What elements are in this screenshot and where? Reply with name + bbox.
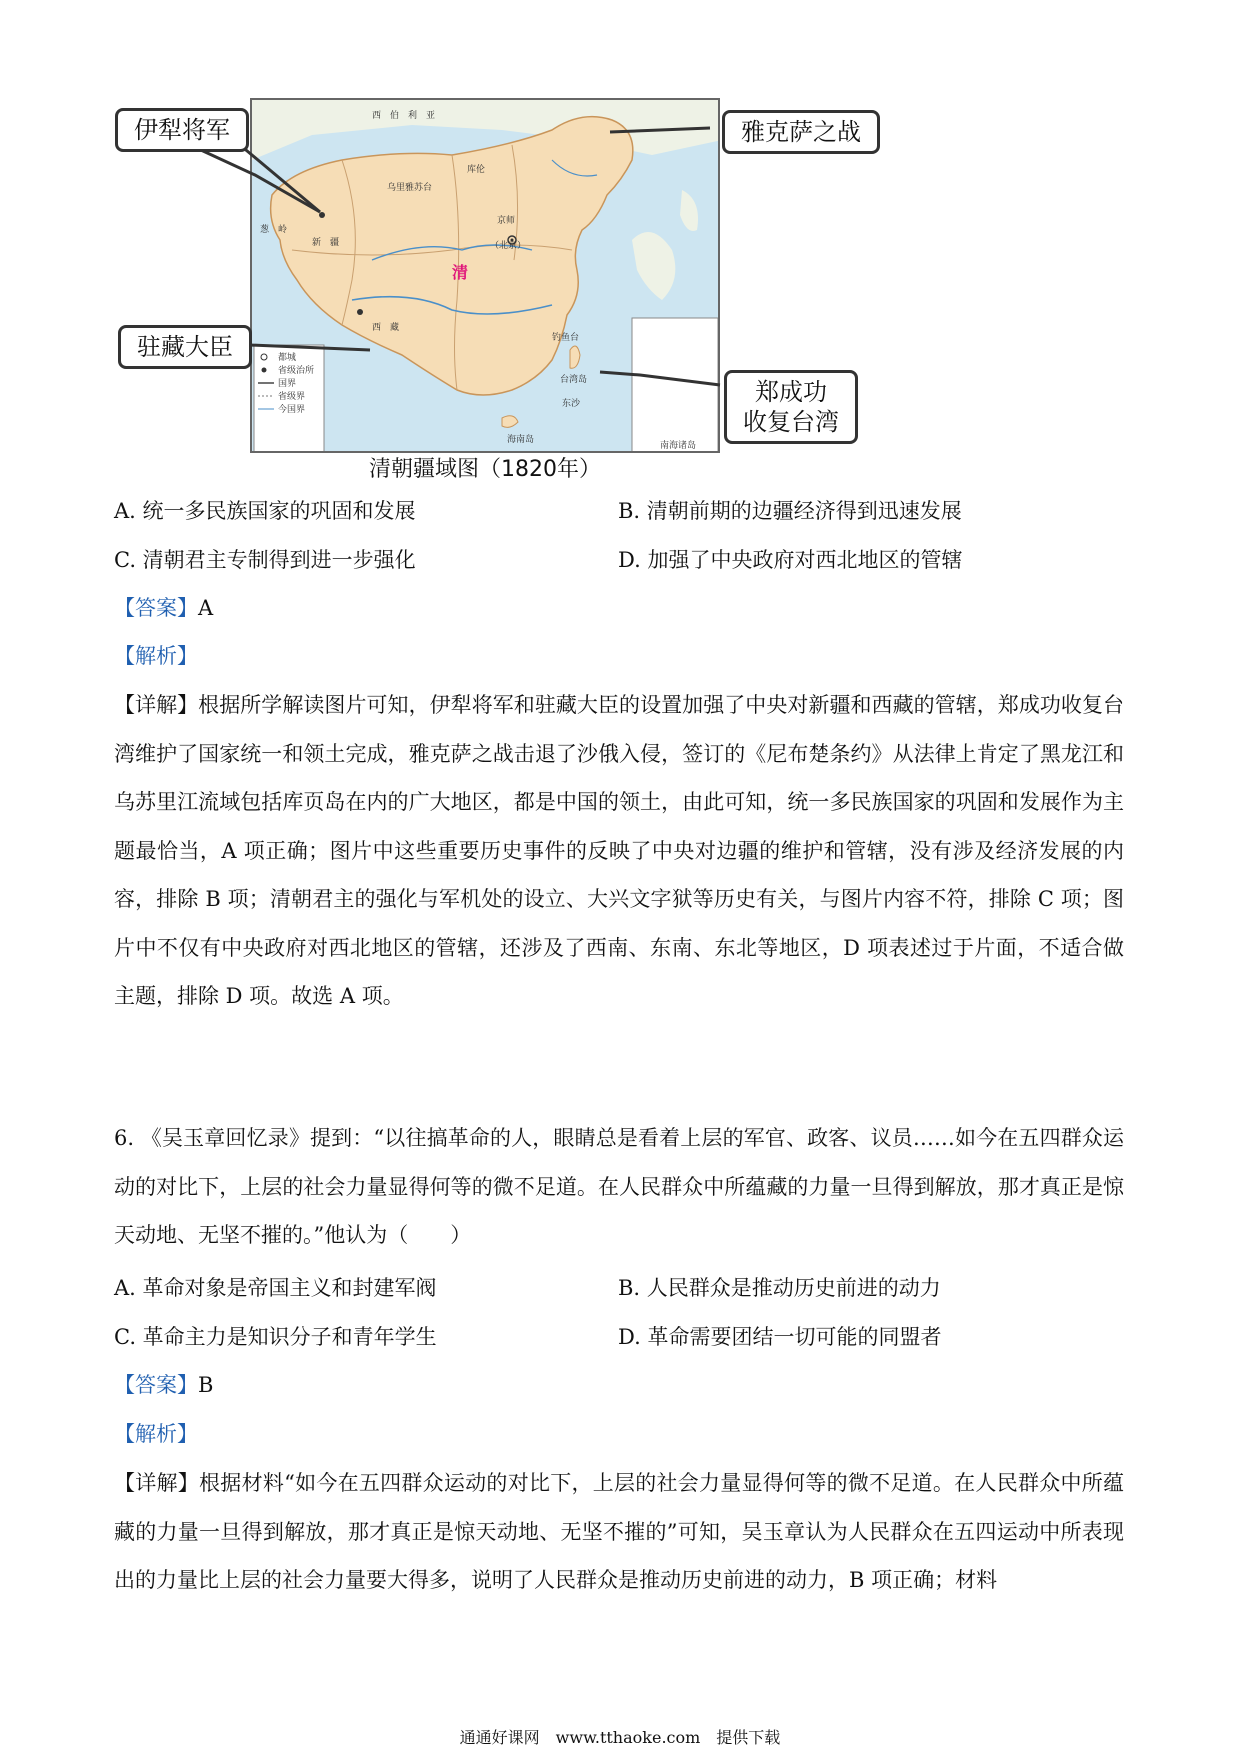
map-congling-label: 葱 岭 bbox=[260, 225, 288, 235]
legend-provb-label: 省级界 bbox=[278, 392, 306, 402]
map-diaoyu-label: 钓鱼台 bbox=[552, 333, 580, 343]
map-dongsha-label: 东沙 bbox=[562, 399, 581, 409]
map-taiwan-label: 台湾岛 bbox=[560, 375, 588, 385]
q5-option-d: D. 加强了中央政府对西北地区的管辖 bbox=[618, 548, 963, 572]
map-kulun-label: 库伦 bbox=[467, 165, 486, 175]
q5-answer bbox=[114, 593, 213, 623]
map-jingshi-label: 京师 bbox=[497, 216, 516, 226]
map-xizang-label: 西 藏 bbox=[372, 323, 400, 333]
callout-yili: 伊犁将军 bbox=[115, 108, 249, 152]
q5-detail-text: 根据所学解读图片可知，伊犁将军和驻藏大臣的设置加强了中央对新疆和西藏的管辖，郑成功收复台湾维护了国家统一和领土完成，雅克萨之战击退了沙俄入侵，签订的《尼布楚条约》从法律上肯定了黑龙江和乌苏里江流域包括库页岛在内的广大地区，都是中国的领土，由此可知，统一多民族国家的巩固和发展作为主题最恰当，A 项正确；图片中这些重要历史事件的反映了中央对边疆的维护和管辖，没有涉及经济发展的内容，排除 B 项；清朝君主的强化与军机处的设立、大兴文字狱等历史有关，与图片内容不符，排除 C 项；图片中不仅有中央政府对西北地区的管辖，还涉及了西南、东南、东北等地区，D 项表述过于片面，不适合做主题，排除 D 项。故选 A 项。 bbox=[114, 693, 1124, 1008]
q6-detail bbox=[114, 1459, 1124, 1605]
q5-answer-value: A bbox=[198, 596, 214, 620]
q6-stem: 6. 《吴玉章回忆录》提到：“以往搞革命的人，眼睛总是看着上层的军官、政客、议员……如今在五四群众运动的对比下，上层的社会力量显得何等的微不足道。在人民群众中所蕴藏的力量一旦得到解放，那才真正是惊天动地、无坚不摧的。”他认为（ ） bbox=[114, 1126, 1124, 1247]
callout-zheng-line1: 郑成功 bbox=[755, 378, 827, 406]
page-footer: 通通好课网 www.tthaoke.com 提供下载 bbox=[459, 1728, 781, 1747]
q5-analysis-label: 【解析】 bbox=[114, 644, 198, 668]
q6-detail-label: 【详解】 bbox=[114, 1471, 200, 1495]
q5-answer-label: 【答案】 bbox=[114, 596, 198, 620]
legend-prov-label: 省级治所 bbox=[278, 366, 315, 376]
callout-zheng-line2: 收复台湾 bbox=[743, 408, 839, 436]
q6-option-b: B. 人民群众是推动历史前进的动力 bbox=[618, 1276, 941, 1300]
map-qing-label: 清 bbox=[452, 263, 469, 282]
q6-option-c: C. 革命主力是知识分子和青年学生 bbox=[114, 1325, 437, 1349]
q5-option-b: B. 清朝前期的边疆经济得到迅速发展 bbox=[618, 499, 962, 523]
q5-option-c: C. 清朝君主专制得到进一步强化 bbox=[114, 548, 416, 572]
q6-option-a: A. 革命对象是帝国主义和封建军阀 bbox=[114, 1276, 437, 1300]
q5-option-a: A. 统一多民族国家的巩固和发展 bbox=[114, 499, 416, 523]
legend-now-label: 今国界 bbox=[278, 405, 306, 415]
callout-zhengchenggong bbox=[724, 370, 858, 444]
map-hainan-label: 海南岛 bbox=[507, 435, 535, 445]
callout-yakesa: 雅克萨之战 bbox=[722, 110, 880, 154]
q6-answer bbox=[114, 1370, 213, 1400]
q6-answer-value: B bbox=[198, 1373, 214, 1397]
q5-detail-label: 【详解】 bbox=[114, 693, 199, 717]
legend-border-label: 国界 bbox=[278, 379, 297, 389]
q6-answer-label: 【答案】 bbox=[114, 1373, 198, 1397]
map-beijing-label: （北京） bbox=[490, 241, 527, 251]
callout-zhuzang: 驻藏大臣 bbox=[118, 325, 252, 369]
map-siberia-label: 西 伯 利 亚 bbox=[372, 111, 436, 121]
q6-analysis-label: 【解析】 bbox=[114, 1422, 198, 1446]
map-nanhai-label: 南海诸岛 bbox=[660, 441, 697, 451]
map-xinjiang-label: 新 疆 bbox=[312, 238, 340, 248]
map-wuliyasu-label: 乌里雅苏台 bbox=[387, 183, 433, 193]
q6-detail-text: 根据材料“如今在五四群众运动的对比下，上层的社会力量显得何等的微不足道。在人民群众中所蕴藏的力量一旦得到解放，那才真正是惊天动地、无坚不摧的”可知，吴玉章认为人民群众在五四运动中所表现出的力量比上层的社会力量要大得多，说明了人民群众是推动历史前进的动力，B 项正确；材料 bbox=[114, 1471, 1125, 1592]
map-caption: 清朝疆域图（1820年） bbox=[369, 457, 601, 482]
q5-detail bbox=[114, 681, 1124, 1021]
q6-option-d: D. 革命需要团结一切可能的同盟者 bbox=[618, 1325, 942, 1349]
callout-connectors bbox=[0, 0, 1240, 470]
legend-capital-label: 都城 bbox=[278, 353, 297, 363]
